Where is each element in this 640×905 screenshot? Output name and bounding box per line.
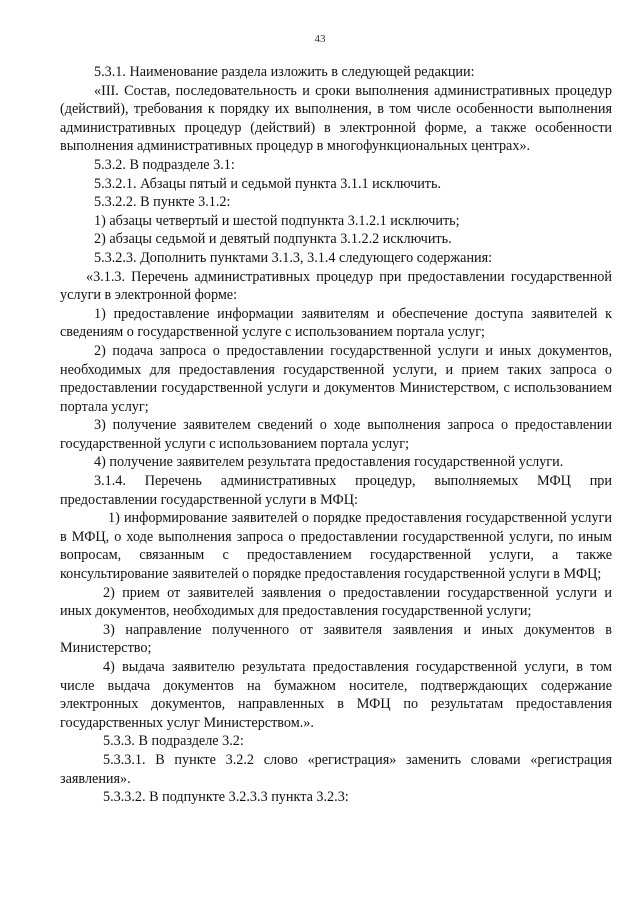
paragraph: 2) подача запроса о предоставлении государственной услуги и иных документов, необходимых для предоставления государственной услуги, и прием таких запроса о предоставлении государственной услуги и документов Министерством, с использованием портала услуг; [60,342,612,415]
paragraph: 5.3.1. Наименование раздела изложить в следующей редакции: [94,64,475,80]
paragraph: 2) абзацы седьмой и девятый подпункта 3.1.2.2 исключить. [94,231,452,248]
paragraph: «3.1.3. Перечень административных процедур при предоставлении государственной услуги в электронной форме: [60,268,612,304]
paragraph: 1) абзацы четвертый и шестой подпункта 3.1.2.1 исключить; [94,212,460,229]
paragraph: 5.3.3.2. В подпункте 3.2.3.3 пункта 3.2.3: [103,789,349,806]
paragraph: 1) информирование заявителей о порядке предоставления государственной услуги в МФЦ, о ходе выполнения запроса о предоставлении государственной услуги, по иным вопросам, связанным с предоставлением государственной услуги, а также консультирование заявителей о порядке предоставления государственной услуги в МФЦ; [60,510,612,583]
paragraph: «III. Состав, последовательность и сроки выполнения административных процедур (действий), требования к порядку их выполнения, в том числе особенности выполнения административных процедур (действий) в электронной форме, а также особенности выполнения административных процедур в многофункциональных центрах». [60,82,612,155]
paragraph: 4) получение заявителем результата предоставления государственной услуги. [94,454,564,471]
document-body [60,63,612,807]
paragraph: 5.3.2.3. Дополнить пунктами 3.1.3, 3.1.4 следующего содержания: [94,249,493,266]
paragraph: 3.1.4. Перечень административных процедур, выполняемых МФЦ при предоставлении государственной услуги в МФЦ: [60,473,612,508]
paragraph: 3) направление полученного от заявителя заявления и иных документов в Министерство; [60,621,612,657]
paragraph: 5.3.3. В подразделе 3.2: [103,733,244,750]
paragraph: 2) прием от заявителей заявления о предоставлении государственной услуги и иных документов, необходимых для предоставления государственной услуги; [60,584,612,620]
paragraph: 4) выдача заявителю результата предоставления государственной услуги, в том числе выдача документов на бумажном носителе, подтверждающих содержание электронных документов, направленных в МФЦ по результатам предоставления государственных услуг Министерством.». [60,659,612,731]
paragraph: 5.3.3.1. В пункте 3.2.2 слово «регистрация» заменить словами «регистрация заявления». [60,751,612,787]
paragraph: 1) предоставление информации заявителям и обеспечение доступа заявителей к сведениям о государственной услуге с использованием портала услуг; [60,305,612,341]
paragraph: 5.3.2.2. В пункте 3.1.2: [94,194,231,211]
paragraph: 3) получение заявителем сведений о ходе выполнения запроса о предоставлении государственной услуги с использованием портала услуг; [60,417,612,452]
paragraph: 5.3.2. В подразделе 3.1: [94,156,235,173]
paragraph: 5.3.2.1. Абзацы пятый и седьмой пункта 3.1.1 исключить. [94,175,442,192]
page-number: 43 [314,33,326,45]
